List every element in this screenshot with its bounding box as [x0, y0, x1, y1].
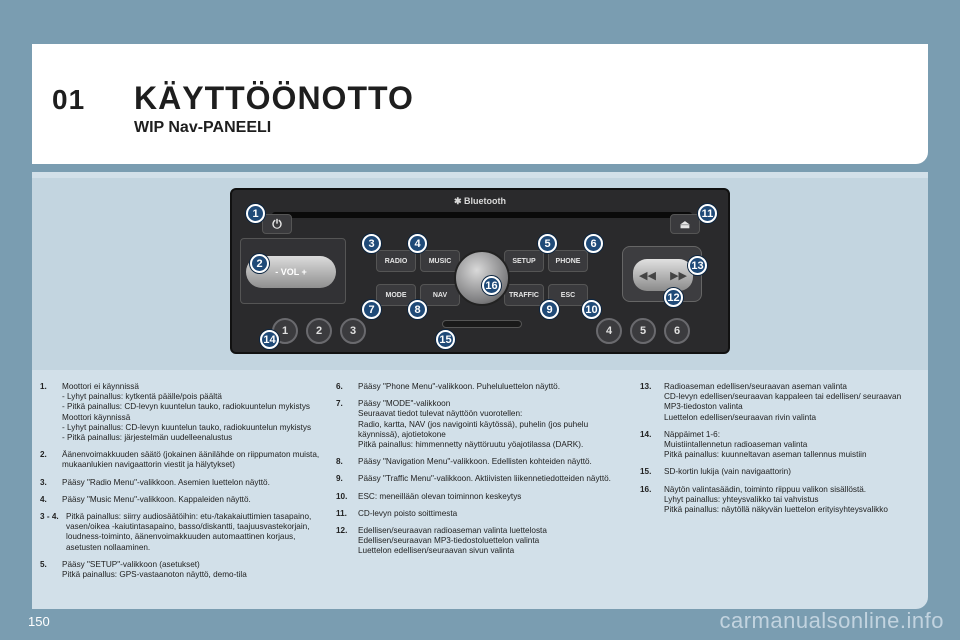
callout-7: 7 [362, 300, 381, 319]
eject-button: ⏏ [670, 214, 700, 234]
item-text: Edellisen/seuraavan radioaseman valinta luettelosta Edellisen/seuraavan MP3-tiedostoluettelon valinta Luettelon edellisen/seuraavan sivun valinta [358, 526, 547, 556]
list-item [336, 509, 624, 519]
radio-button: RADIO [376, 250, 416, 272]
callout-14: 14 [260, 330, 279, 349]
item-number: 1. [40, 382, 47, 391]
callout-5: 5 [538, 234, 557, 253]
item-number: 15. [640, 467, 652, 477]
preset-4-button: 4 [596, 318, 622, 344]
volume-control: - VOL + [246, 256, 336, 288]
music-button: MUSIC [420, 250, 460, 272]
forward-icon: ▶▶ [670, 269, 687, 282]
callout-8: 8 [408, 300, 427, 319]
callout-9: 9 [540, 300, 559, 319]
preset-2-button: 2 [306, 318, 332, 344]
item-number: 9. [336, 474, 343, 484]
radio-unit [230, 188, 730, 354]
list-item [640, 485, 920, 516]
mode-button: MODE [376, 284, 416, 306]
column-3 [640, 382, 920, 522]
item-text: Radioaseman edellisen/seuraavan aseman valinta CD-levyn edellisen/seuraavan kappaleen tai edellisen/ seuraavan MP3-tiedoston valinta Luettelon edellisen/seuraavan rivin valinta [664, 382, 902, 422]
callout-15: 15 [436, 330, 455, 349]
list-item [336, 492, 624, 502]
list-item [640, 430, 920, 461]
item-number: 3 - 4. [40, 512, 59, 522]
cd-slot [272, 212, 692, 218]
preset-3-button: 3 [340, 318, 366, 344]
item-number: 10. [336, 491, 348, 501]
chapter-subtitle: WIP Nav-PANEELI [134, 119, 272, 136]
callout-6: 6 [584, 234, 603, 253]
list-item [640, 382, 920, 423]
item-number: 7. [336, 399, 343, 409]
dpad [633, 259, 693, 291]
item-number: 2. [40, 450, 47, 460]
item-number: 16. [640, 484, 652, 494]
item-text: Pääsy "Phone Menu"-valikkoon. Puheluluettelon näyttö. [358, 382, 560, 391]
item-number: 3. [40, 477, 47, 487]
esc-button: ESC [548, 284, 588, 306]
list-item [40, 560, 324, 580]
preset-6-button: 6 [664, 318, 690, 344]
watermark: carmanualsonline.info [719, 608, 944, 633]
callout-12: 12 [664, 288, 683, 307]
item-text: Pääsy "Music Menu"-valikkoon. Kappaleiden näyttö. [62, 494, 251, 504]
item-text: Äänenvoimakkuuden säätö (jokainen äänilähde on riippumaton muista, mukaanlukien navigaattorin viestit ja hälytykset) [62, 450, 320, 470]
column-2 [336, 382, 624, 564]
item-number: 8. [336, 457, 343, 467]
callout-1: 1 [246, 204, 265, 223]
item-text: Pääsy "Traffic Menu"-valikkoon. Aktiivisten liikennetiedotteiden näyttö. [358, 474, 611, 484]
list-item [336, 474, 624, 484]
list-item [336, 526, 624, 557]
chapter-title: KÄYTTÖÖNOTTO [134, 80, 414, 116]
callout-3: 3 [362, 234, 381, 253]
list-item [40, 478, 324, 488]
list-item [336, 457, 624, 467]
chapter-number: 01 [52, 84, 86, 115]
item-text: Pääsy "SETUP"-valikkoon (asetukset) Pitkä painallus: GPS-vastaanoton näyttö, demo-tila [62, 559, 247, 580]
list-item [40, 495, 324, 505]
callout-11: 11 [698, 204, 717, 223]
item-text: SD-kortin lukija (vain navigaattorin) [664, 467, 791, 477]
column-1 [40, 382, 324, 587]
page-number: 150 [28, 614, 50, 629]
callout-16: 16 [482, 276, 501, 295]
list-item [40, 450, 324, 470]
list-item [336, 399, 624, 450]
phone-button: PHONE [548, 250, 588, 272]
callout-10: 10 [582, 300, 601, 319]
callout-4: 4 [408, 234, 427, 253]
setup-button: SETUP [504, 250, 544, 272]
nav-button: NAV [420, 284, 460, 306]
item-number: 13. [640, 382, 652, 391]
list-item [640, 467, 920, 477]
item-number: 14. [640, 429, 652, 439]
list-item [336, 382, 624, 392]
item-number: 5. [40, 559, 47, 569]
traffic-button: TRAFFIC [504, 284, 544, 306]
item-number: 4. [40, 494, 47, 504]
item-text: ESC: meneillään olevan toiminnon keskeytys [358, 491, 522, 501]
preset-1-button: 1 [272, 318, 298, 344]
item-number: 11. [336, 508, 347, 518]
power-button: ⏻ [262, 214, 292, 234]
item-text: Pääsy "Navigation Menu"-valikkoon. Edellisten kohteiden näyttö. [358, 457, 592, 467]
sd-card-slot [442, 320, 522, 328]
callout-2: 2 [250, 254, 269, 273]
item-text: Pitkä painallus: siirry audiosäätöihin: etu-/takakaiuttimien tasapaino, vasen/oikea -kaiutintasapaino, basso/diskantti, taajuusvastekorjain, loudness-toiminto, äänenvoimakkuuden automaattinen korjaus, asetusten nollaaminen. [66, 512, 312, 552]
item-text: Moottori ei käynnissä - Lyhyt painallus: kytkentä päälle/pois päältä - Pitkä painallus: CD-levyn kuuntelun tauko, radiokuuntelun mykistys Moottori käynnissä - Lyhyt painallus: CD-levyn kuuntelun tauko, radiokuuntelun mykistys - Pitkä painallus: järjestelmän uudelleenalustus [62, 382, 312, 443]
list-item [40, 512, 324, 553]
item-number: 12. [336, 526, 348, 536]
item-text: Näppäimet 1-6: Muistiintallennetun radioaseman valinta Pitkä painallus: kuunneltavan aseman tallennus muistiin [664, 429, 867, 460]
item-text: Pääsy "MODE"-valikkoon Seuraavat tiedot tulevat näyttöön vuorotellen: Radio, kartta, NAV (jos navigointi käytössä), puhelin (jos puhelu käynnissä), ajotietokone Pitkä painallus: himmennetty näyttöruutu yöajotilassa (DARK). [358, 399, 589, 450]
item-number: 6. [336, 382, 343, 391]
selector-knob [454, 250, 510, 306]
navigation-pad [622, 246, 702, 302]
callout-13: 13 [688, 256, 707, 275]
item-text: Pääsy "Radio Menu"-valikkoon. Asemien luettelon näyttö. [62, 477, 270, 487]
list-item [40, 382, 324, 443]
bluetooth-label: ✱ Bluetooth [454, 196, 507, 206]
preset-5-button: 5 [630, 318, 656, 344]
rewind-icon: ◀◀ [639, 269, 656, 282]
item-text: CD-levyn poisto soittimesta [358, 508, 458, 518]
item-text: Näytön valintasäädin, toiminto riippuu valikon sisällöstä. Lyhyt painallus: yhteysvalikko tai vahvistus Pitkä painallus: näytöllä näkyvän luettelon erityisyhteysvalikko [664, 484, 888, 515]
